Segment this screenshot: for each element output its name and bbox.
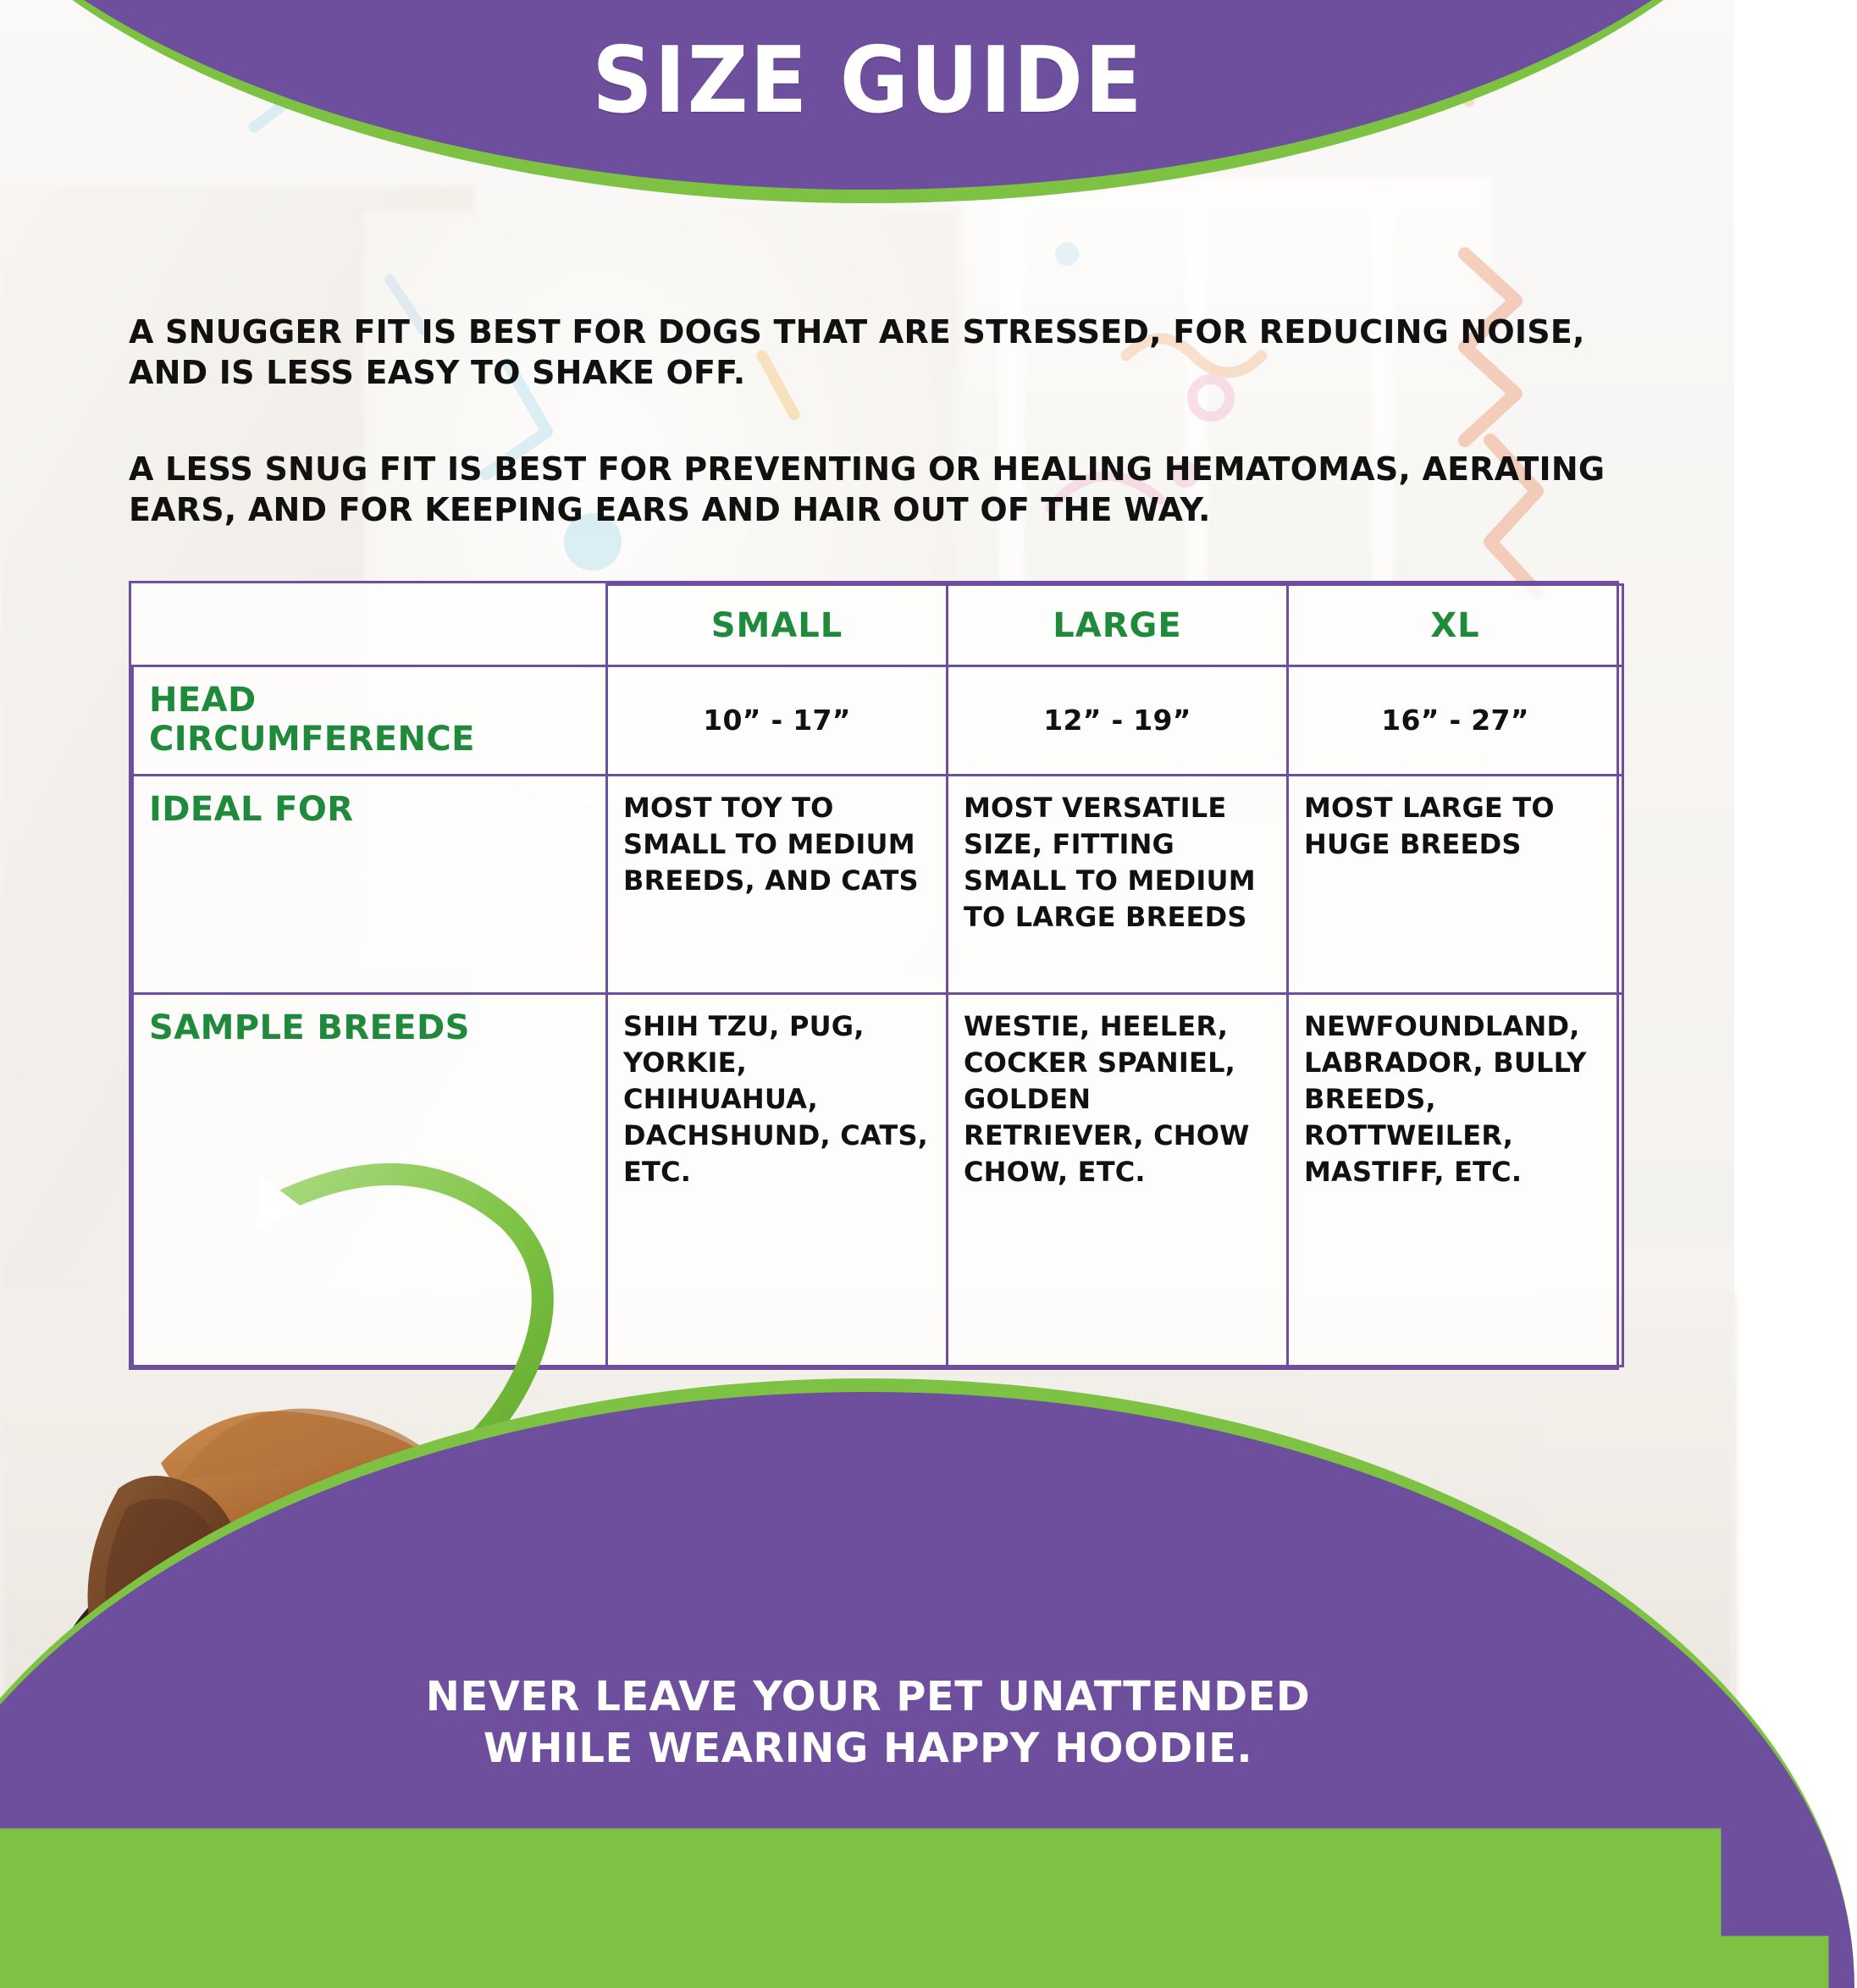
cell-head-circumference-large: 12” - 19” <box>948 666 1288 776</box>
table-header-row <box>133 585 1623 666</box>
column-header-xl: XL <box>1288 585 1623 666</box>
cell-sample-breeds-small: SHIH TZU, PUG, YORKIE, CHIHUAHUA, DACHSHUND, CATS, ETC. <box>607 994 948 1367</box>
column-header-small: SMALL <box>607 585 948 666</box>
row-label-ideal-for: IDEAL FOR <box>133 776 607 994</box>
row-label-head-circumference: HEAD CIRCUMFERENCE <box>133 666 607 776</box>
size-table <box>129 581 1619 1370</box>
table-row <box>133 666 1623 776</box>
cell-ideal-for-xl: MOST LARGE TO HUGE BREEDS <box>1288 776 1623 994</box>
cell-ideal-for-large: MOST VERSATILE SIZE, FITTING SMALL TO MEDIUM TO LARGE BREEDS <box>948 776 1288 994</box>
cell-head-circumference-xl: 16” - 27” <box>1288 666 1623 776</box>
cell-sample-breeds-xl: NEWFOUNDLAND, LABRADOR, BULLY BREEDS, ROTTWEILER, MASTIFF, ETC. <box>1288 994 1623 1367</box>
column-header-large: LARGE <box>948 585 1288 666</box>
footer-warning <box>0 1671 1854 1775</box>
cell-head-circumference-small: 10” - 17” <box>607 666 948 776</box>
row-label-sample-breeds: SAMPLE BREEDS <box>133 994 607 1367</box>
table-row <box>133 776 1623 994</box>
cell-ideal-for-small: MOST TOY TO SMALL TO MEDIUM BREEDS, AND CATS <box>607 776 948 994</box>
page-title: SIZE GUIDE <box>592 28 1144 134</box>
table-row <box>133 994 1623 1367</box>
footer-warning-line-1: NEVER LEAVE YOUR PET UNATTENDED <box>425 1673 1311 1720</box>
footer-warning-line-2: WHILE WEARING HAPPY HOODIE. <box>483 1725 1253 1773</box>
table-corner-cell <box>133 585 607 666</box>
intro-paragraph-2: A LESS SNUG FIT IS BEST FOR PREVENTING OR HEALING HEMATOMAS, AERATING EARS, AND FOR KEEPING EARS AND HAIR OUT OF THE WAY. <box>129 450 1606 529</box>
cell-sample-breeds-large: WESTIE, HEELER, COCKER SPANIEL, GOLDEN RETRIEVER, CHOW CHOW, ETC. <box>948 994 1288 1367</box>
intro-paragraph-1: A SNUGGER FIT IS BEST FOR DOGS THAT ARE STRESSED, FOR REDUCING NOISE, AND IS LESS EASY TO SHAKE OFF. <box>129 313 1585 392</box>
